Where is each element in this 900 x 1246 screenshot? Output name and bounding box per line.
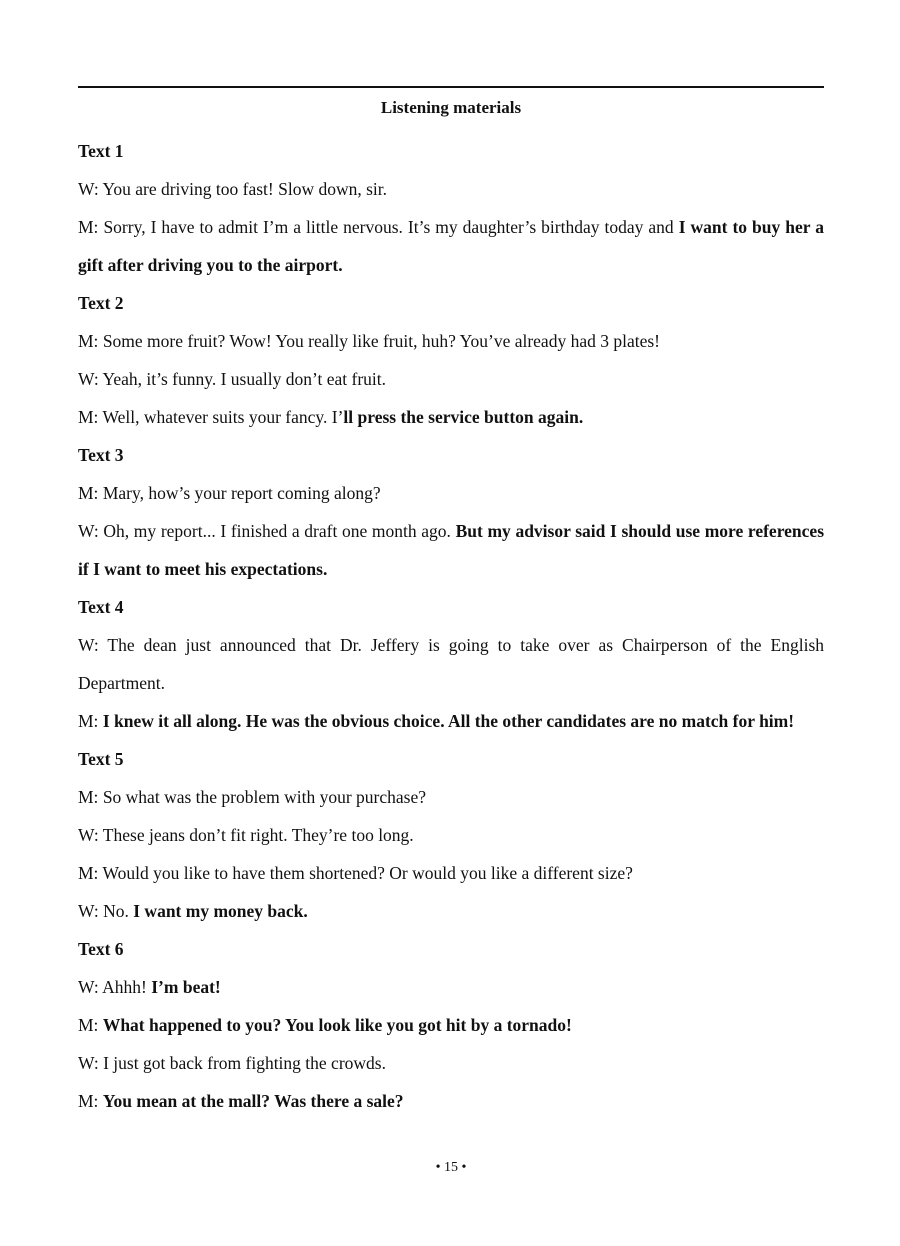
line-text-bold: I want to buy her a gift after driving you to the airport. [78, 217, 824, 275]
dialogue-line [78, 702, 824, 740]
page-heading: Listening materials [380, 98, 522, 117]
text-2-label: Text 2 [78, 293, 124, 313]
top-rule [78, 86, 824, 88]
line-text: Mary, how’s your report coming along? [102, 483, 381, 503]
line-text: The dean just announced that Dr. Jeffery is going to take over as Chairperson of the English Department. [78, 635, 825, 693]
speaker: W: [78, 521, 99, 541]
speaker: W: [78, 179, 99, 199]
speaker: M: [78, 217, 99, 237]
dialogue-line [78, 170, 824, 208]
speaker: W: [78, 977, 99, 997]
line-text: These jeans don’t fit right. They’re too long. [102, 825, 414, 845]
line-text: Sorry, I have to admit I’m a little nervous. It’s my daughter’s birthday today and [103, 217, 679, 237]
speaker: W: [78, 1053, 99, 1073]
line-text: You are driving too fast! Slow down, sir. [102, 179, 388, 199]
dialogue-line [78, 626, 824, 702]
speaker: W: [78, 635, 99, 655]
dialogue-line [78, 1044, 824, 1082]
dialogue-line [78, 322, 824, 360]
line-text-bold: What happened to you? You look like you got hit by a tornado! [102, 1015, 572, 1035]
speaker: M: [78, 483, 99, 503]
speaker: M: [78, 1015, 99, 1035]
dialogue-line [78, 778, 824, 816]
dialogue-line [78, 398, 824, 436]
line-text-bold: I’m beat! [151, 977, 221, 997]
line-text-bold: But my advisor said I should use more references if I want to meet his expectations. [78, 521, 825, 579]
line-text-bold: You mean at the mall? Was there a sale? [102, 1091, 404, 1111]
listening-content [78, 132, 824, 1120]
text-5-label: Text 5 [78, 749, 124, 769]
text-4-label: Text 4 [78, 597, 124, 617]
speaker: W: [78, 825, 99, 845]
line-text: So what was the problem with your purchase? [102, 787, 426, 807]
speaker: M: [78, 863, 99, 883]
speaker: W: [78, 369, 99, 389]
dialogue-line [78, 854, 824, 892]
speaker: M: [78, 331, 99, 351]
dialogue-line [78, 968, 824, 1006]
dialogue-line [78, 208, 824, 284]
dialogue-line [78, 892, 824, 930]
dialogue-line [78, 474, 824, 512]
line-text: Ahhh! [102, 977, 152, 997]
text-6-label: Text 6 [78, 939, 124, 959]
line-text-bold: ll press the service button again. [343, 407, 584, 427]
line-text: Would you like to have them shortened? Or would you like a different size? [102, 863, 633, 883]
line-text-bold: I knew it all along. He was the obvious choice. All the other candidates are no match for him! [102, 711, 795, 731]
line-text: Oh, my report... I finished a draft one month ago. [103, 521, 456, 541]
dialogue-line [78, 1006, 824, 1044]
line-text: Some more fruit? Wow! You really like fruit, huh? You’ve already had 3 plates! [102, 331, 660, 351]
speaker: M: [78, 1091, 99, 1111]
dialogue-line [78, 512, 824, 588]
text-3-label: Text 3 [78, 445, 124, 465]
line-text: I just got back from fighting the crowds. [103, 1053, 386, 1073]
document-page [78, 0, 824, 1246]
page-number: • 15 • [435, 1160, 467, 1175]
line-text: No. [103, 901, 134, 921]
line-text: Yeah, it’s funny. I usually don’t eat fruit. [102, 369, 387, 389]
speaker: M: [78, 711, 99, 731]
dialogue-line [78, 1082, 824, 1120]
speaker: W: [78, 901, 99, 921]
text-1-label: Text 1 [78, 141, 124, 161]
line-text-bold: I want my money back. [133, 901, 308, 921]
dialogue-line [78, 816, 824, 854]
speaker: M: [78, 407, 99, 427]
speaker: M: [78, 787, 99, 807]
line-text: Well, whatever suits your fancy. I’ [102, 407, 344, 427]
dialogue-line [78, 360, 824, 398]
